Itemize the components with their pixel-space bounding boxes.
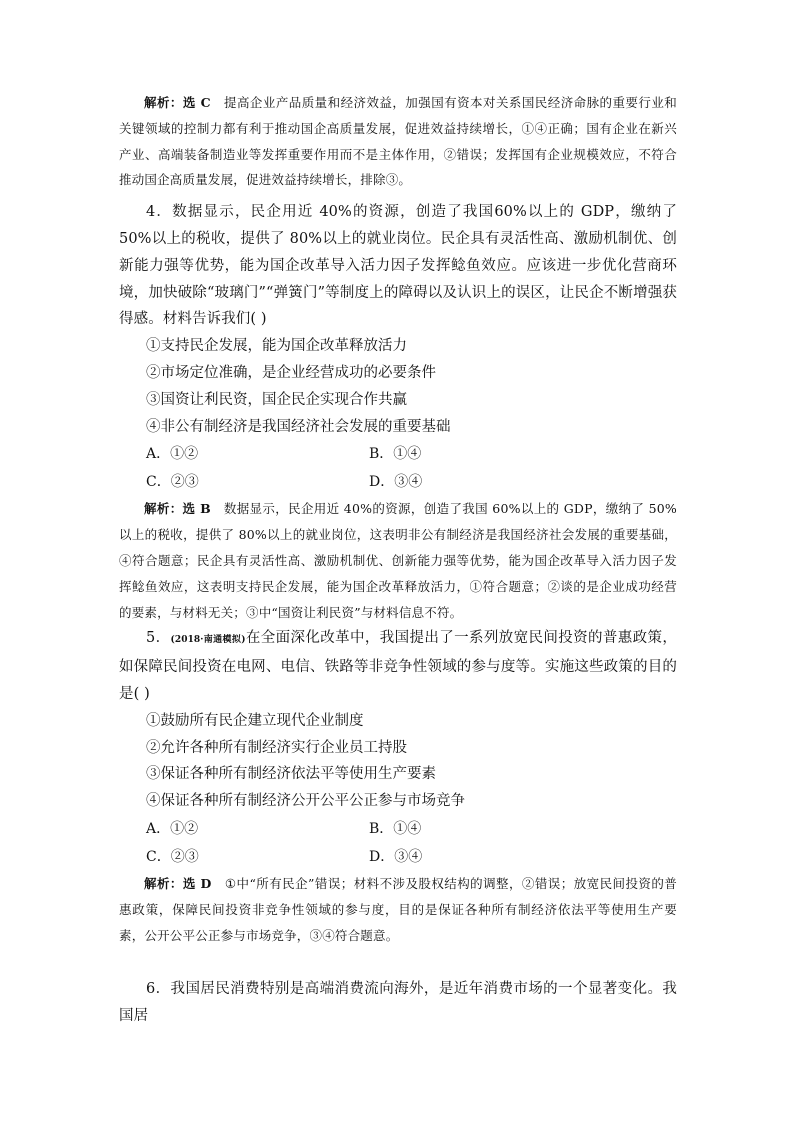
q5-number: 5． xyxy=(146,630,171,647)
q5-choices xyxy=(119,815,677,871)
q5-choice-b: B．①④ xyxy=(369,820,422,837)
q4-choice-c: C．②③ xyxy=(146,474,199,491)
analysis-label: 解析：选 D xyxy=(144,875,212,891)
q3-analysis xyxy=(119,90,677,193)
q4-option-3: ③国资让利民资，国企民企实现合作共赢 xyxy=(146,391,407,408)
q5-option-1: ①鼓励所有民企建立现代企业制度 xyxy=(146,712,364,729)
document-page xyxy=(119,90,677,1030)
analysis-label: 解析：选 C xyxy=(144,95,211,110)
q4-option-4: ④非公有制经济是我国经济社会发展的重要基础 xyxy=(146,418,451,435)
q4-choices xyxy=(119,440,677,496)
q5-stem xyxy=(119,625,677,707)
q5-choice-a: A．①② xyxy=(146,820,199,837)
q5-option-4: ④保证各种所有制经济公开公平公正参与市场竞争 xyxy=(146,793,465,810)
q5-source: (2018·南通模拟) xyxy=(170,635,246,646)
q6-stem: 6．我国居民消费特别是高端消费流向海外，是近年消费市场的一个显著变化。我国居 xyxy=(119,981,677,1025)
analysis-label: 解析：选 B xyxy=(144,501,211,517)
q4-analysis xyxy=(119,496,677,625)
q4-choice-d: D．③④ xyxy=(369,474,423,491)
q4-option-2: ②市场定位准确，是企业经营成功的必要条件 xyxy=(146,364,436,381)
analysis-text: 提高企业产品质量和经济效益，加强国有资本对关系国民经济命脉的重要行业和关键领域的控制力都有利于推动国企高质量发展，促进效益持续增长，①④正确；国有企业在新兴产业、高端装备制造业等发挥重要作用而不是主体作用，②错误；发挥国有企业规模效应，不符合推动国企高质量发展，促进效益持续增长，排除③。 xyxy=(119,95,677,188)
q4-option-1: ①支持民企发展，能为国企改革释放活力 xyxy=(146,338,407,355)
q5-choice-d: D．③④ xyxy=(369,848,423,865)
q4-choice-b: B．①④ xyxy=(369,446,422,463)
q4-stem: 4．数据显示，民企用近 40%的资源，创造了我国60%以上的 GDP，缴纳了 50%以上的税收，提供了 80%以上的就业岗位。民企具有灵活性高、激励机制优、创新能力强等优势，能为国企改革导入活力因子发挥鲶鱼效应。应该进一步优化营商环境，加快破除“玻璃门”“弹簧门”等制度上的障碍以及认识上的误区，让民企不断增强获得感。材料告诉我们( ) xyxy=(119,204,677,328)
q5-choice-c: C．②③ xyxy=(146,848,199,865)
q4-choice-a: A．①② xyxy=(146,446,199,463)
analysis-text: 数据显示，民企用近 40%的资源，创造了我国 60%以上的 GDP，缴纳了 50%以上的税收，提供了 80%以上的就业岗位，这表明非公有制经济是我国经济社会发展的重要基础，④符合题意；民企具有灵活性高、激励机制优、创新能力强等优势，能为国企改革导入活力因子发挥鲶鱼效应，这表明支持民企发展，能为国企改革释放活力，①符合题意；②谈的是企业成功经营的要素，与材料无关；③中“国资让利民资”与材料信息不符。 xyxy=(119,501,677,620)
q5-stem-text: 在全面深化改革中，我国提出了一系列放宽民间投资的普惠政策，如保障民间投资在电网、电信、铁路等非竞争性领域的参与度等。实施这些政策的目的是( ) xyxy=(119,630,677,702)
q5-option-2: ②允许各种所有制经济实行企业员工持股 xyxy=(146,739,407,756)
q5-analysis xyxy=(119,871,677,948)
q5-option-3: ③保证各种所有制经济依法平等使用生产要素 xyxy=(146,766,436,783)
analysis-text: ①中“所有民企”错误；材料不涉及股权结构的调整，②错误；放宽民间投资的普惠政策，保障民间投资非竞争性领域的参与度，目的是保证各种所有制经济依法平等使用生产要素，公开公平公正参与市场竞争，③④符合题意。 xyxy=(119,875,677,943)
